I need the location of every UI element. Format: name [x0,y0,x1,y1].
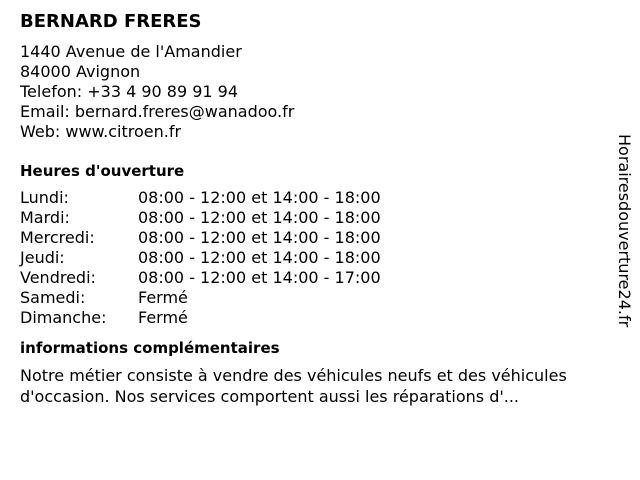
time-value: Fermé [138,288,188,307]
hours-row-tuesday [20,208,610,228]
business-name: BERNARD FRERES [20,11,202,32]
street-address: 1440 Avenue de l'Amandier [20,42,242,61]
hours-heading: Heures d'ouverture [20,162,185,180]
hours-row-wednesday [20,228,610,248]
day-label: Jeudi: [20,248,65,267]
day-label: Samedi: [20,288,86,307]
day-label: Dimanche: [20,308,107,327]
web-line: Web: www.citroen.fr [20,122,182,141]
time-value: Fermé [138,308,188,327]
time-value: 08:00 - 12:00 et 14:00 - 18:00 [138,208,381,227]
info-heading: informations complémentaires [20,339,280,357]
hours-row-sunday [20,308,610,328]
hours-row-friday [20,268,610,288]
hours-row-saturday [20,288,610,308]
hours-table [20,188,610,328]
site-watermark: Horairesdouverture24.fr [615,134,634,328]
day-label: Vendredi: [20,268,96,287]
business-card [20,10,610,407]
day-label: Mardi: [20,208,70,227]
time-value: 08:00 - 12:00 et 14:00 - 18:00 [138,228,381,247]
time-value: 08:00 - 12:00 et 14:00 - 18:00 [138,248,381,267]
info-description: Notre métier consiste à vendre des véhicules neufs et des véhicules d'occasion. Nos services comportent aussi les réparations d'... [20,366,567,406]
time-value: 08:00 - 12:00 et 14:00 - 17:00 [138,268,381,287]
hours-row-monday [20,188,610,208]
city-address: 84000 Avignon [20,62,141,81]
email-line: Email: bernard.freres@wanadoo.fr [20,102,295,121]
day-label: Mercredi: [20,228,95,247]
contact-block [20,42,610,142]
phone-line: Telefon: +33 4 90 89 91 94 [20,82,239,101]
day-label: Lundi: [20,188,69,207]
hours-row-thursday [20,248,610,268]
time-value: 08:00 - 12:00 et 14:00 - 18:00 [138,188,381,207]
